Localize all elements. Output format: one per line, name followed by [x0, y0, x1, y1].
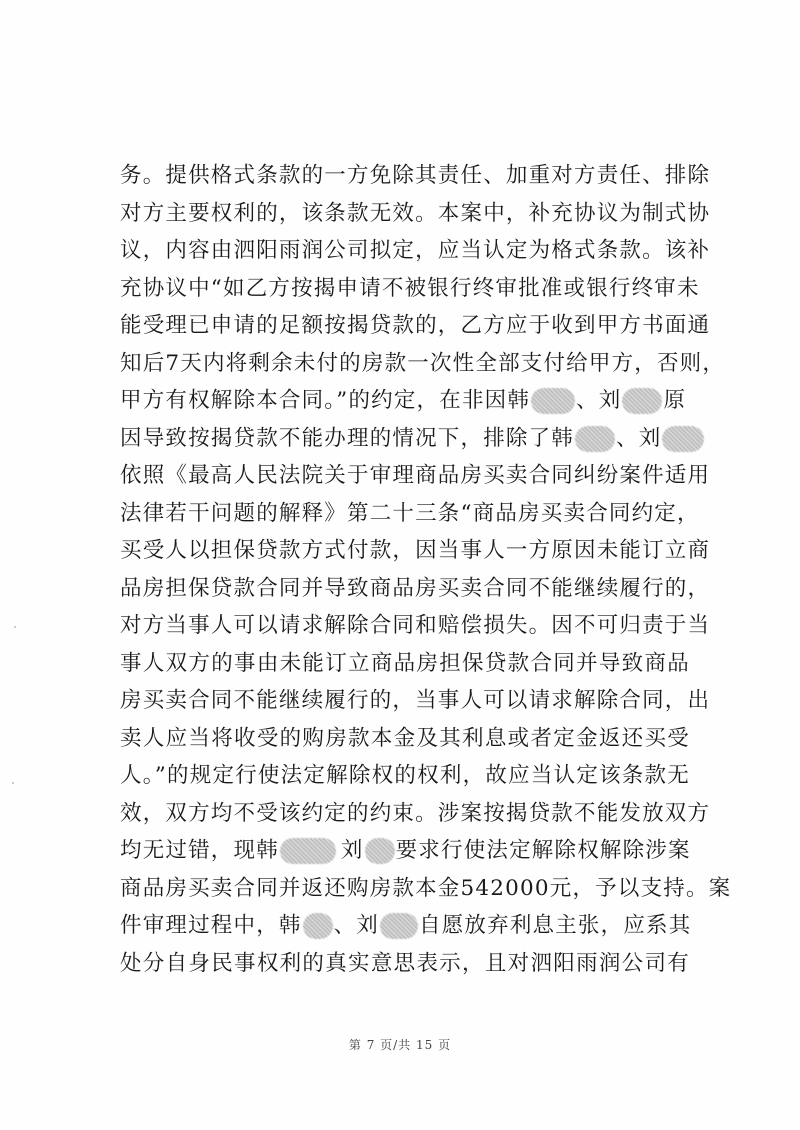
text-line-15 — [120, 683, 711, 719]
text-segment: 甲方有权解除本合同。”的约定，在非因韩 — [120, 388, 531, 413]
text-segment: 均无过错，现韩 — [120, 838, 279, 863]
text-line-17 — [120, 758, 690, 794]
text-segment: 刘 — [340, 838, 364, 863]
text-segment: 事人双方的事由未能订立商品房担保贷款合同并导致商品 — [120, 650, 690, 676]
text-segment: 对方主要权利的，该条款无效。本案中，补充协议为制式协 — [120, 200, 711, 226]
text-segment: 知后7天内将剩余未付的房款一次性全部支付给甲方，否则， — [120, 350, 726, 376]
text-segment: 效，双方均不受该约定的约束。涉案按揭贷款不能发放双方 — [120, 800, 711, 826]
text-line-10 — [120, 496, 700, 532]
text-line-3 — [120, 233, 711, 269]
redacted-name — [622, 388, 662, 414]
text-line-1 — [120, 158, 711, 194]
text-segment: 人。”的规定行使法定解除权的权利，故应当认定该条款无 — [120, 763, 690, 788]
text-line-8 — [120, 421, 690, 457]
text-line-7 — [120, 383, 690, 419]
text-segment: 自愿放弃利息主张，应系其 — [419, 913, 692, 938]
text-line-19 — [120, 833, 690, 869]
redacted-name — [280, 838, 336, 864]
page-number-footer: 第 7 页/共 15 页 — [348, 1038, 452, 1052]
text-line-18 — [120, 796, 711, 832]
text-segment: 务。提供格式条款的一方免除其责任、加重对方责任、排除 — [120, 163, 711, 188]
redacted-name — [303, 913, 333, 939]
text-line-6 — [120, 346, 726, 382]
text-line-5 — [120, 308, 711, 344]
text-segment: 、刘 — [576, 388, 622, 413]
text-line-13 — [120, 608, 711, 644]
text-segment: 法律若干问题的解释》第二十三条“商品房买卖合同约定， — [120, 500, 700, 526]
text-segment: 处分自身民事权利的真实意思表示，且对泗阳雨润公司有 — [120, 950, 690, 976]
text-line-21 — [120, 908, 690, 944]
text-segment: 原 — [663, 388, 687, 413]
text-line-2 — [120, 196, 711, 232]
text-segment: 对方当事人可以请求解除合同和赔偿损失。因不可归责于当 — [120, 613, 711, 638]
text-segment: 、刘 — [616, 425, 662, 451]
text-line-22 — [120, 946, 690, 982]
text-segment: 充协议中“如乙方按揭申请不被银行终审批准或银行终审未 — [120, 275, 700, 301]
text-line-14 — [120, 646, 690, 682]
text-line-16 — [120, 721, 690, 757]
text-segment: 要求行使法定解除权解除涉案 — [395, 838, 691, 863]
text-line-4 — [120, 271, 700, 307]
text-line-12 — [120, 571, 711, 607]
redacted-name — [662, 426, 704, 452]
redacted-name — [380, 913, 418, 939]
text-segment: 议，内容由泗阳雨润公司拟定，应当认定为格式条款。该补 — [120, 238, 711, 263]
text-segment: 、刘 — [333, 913, 380, 938]
text-segment: 因导致按揭贷款不能办理的情况下，排除了韩 — [120, 425, 575, 451]
text-segment: 件审理过程中，韩 — [120, 913, 302, 938]
scan-speck — [12, 782, 14, 784]
redacted-name — [531, 388, 575, 414]
text-segment: 买受人以担保贷款方式付款，因当事人一方原因未能订立商 — [120, 538, 711, 563]
text-line-9 — [120, 458, 711, 494]
text-segment: 品房担保贷款合同并导致商品房买卖合同不能继续履行的， — [120, 575, 711, 601]
redacted-name — [365, 838, 395, 864]
text-segment: 商品房买卖合同并返还购房款本金542000元，予以支持。案 — [120, 875, 732, 901]
text-segment: 房买卖合同不能继续履行的，当事人可以请求解除合同，出 — [120, 688, 711, 713]
text-line-20 — [120, 871, 732, 907]
scan-speck — [14, 626, 16, 628]
redacted-name — [575, 426, 615, 452]
text-segment: 依照《最高人民法院关于审理商品房买卖合同纠纷案件适用 — [120, 463, 711, 488]
text-segment: 能受理已申请的足额按揭贷款的，乙方应于收到甲方书面通 — [120, 313, 711, 338]
text-line-11 — [120, 533, 711, 569]
text-segment: 卖人应当将收受的购房款本金及其利息或者定金返还买受 — [120, 725, 690, 751]
